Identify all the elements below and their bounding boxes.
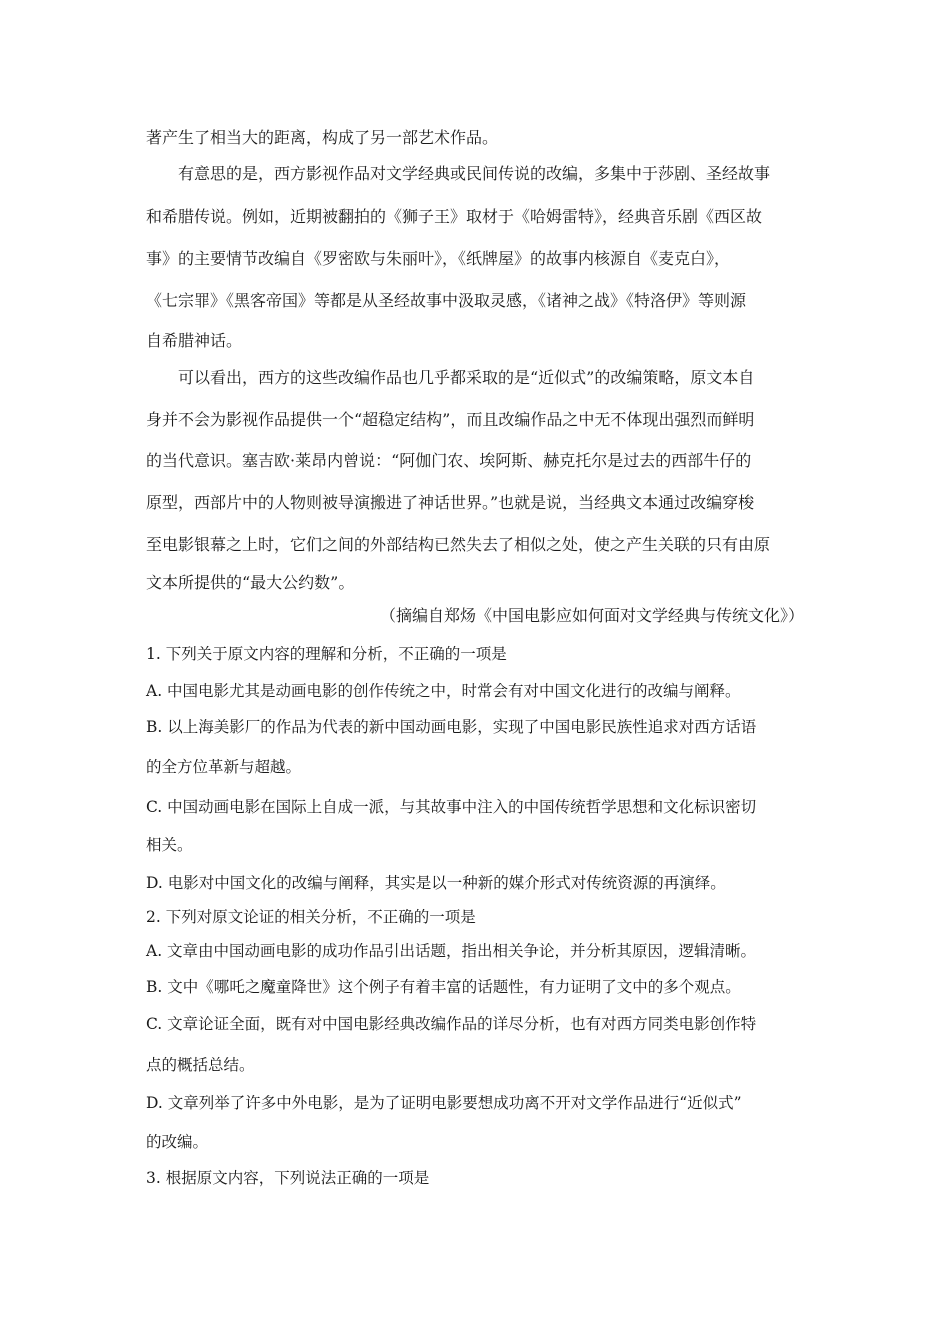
paragraph-line: 《七宗罪》《黑客帝国》等都是从圣经故事中汲取灵感，《诸神之战》《特洛伊》等则源 [146,291,747,310]
question-2-option-c: C. 文章论证全面，既有对中国电影经典改编作品的详尽分析，也有对西方同类电影创作特 [146,1015,757,1033]
question-3-stem: 3. 根据原文内容，下列说法正确的一项是 [146,1169,430,1187]
paragraph-line: 事》的主要情节改编自《罗密欧与朱丽叶》，《纸牌屋》的故事内核源自《麦克白》， [146,249,731,268]
question-1-option-b-cont: 的全方位革新与超越。 [146,758,302,776]
question-2-option-d-cont: 的改编。 [146,1133,209,1151]
question-1-option-b: B. 以上海美影厂的作品为代表的新中国动画电影，实现了中国电影民族性追求对西方话语 [146,718,757,736]
paragraph-line: 有意思的是，西方影视作品对文学经典或民间传说的改编，多集中于莎剧、圣经故事 [178,164,771,183]
paragraph-line: 著产生了相当大的距离，构成了另一部艺术作品。 [146,128,499,147]
source-citation: （摘编自郑炀《中国电影应如何面对文学经典与传统文化》） [379,606,804,625]
paragraph-line: 文本所提供的“最大公约数”。 [146,573,355,592]
question-2-stem: 2. 下列对原文论证的相关分析，不正确的一项是 [146,908,476,926]
question-2-option-d: D. 文章列举了许多中外电影，是为了证明电影要想成功离不开对文学作品进行“近似式” [146,1094,742,1112]
paragraph-line: 可以看出，西方的这些改编作品也几乎都采取的是“近似式”的改编策略，原文本自 [178,368,755,387]
question-2-option-a: A. 文章由中国动画电影的成功作品引出话题，指出相关争论，并分析其原因，逻辑清晰。 [146,942,757,960]
question-1-option-c-cont: 相关。 [146,836,193,854]
paragraph-line: 原型，西部片中的人物则被导演搬进了神话世界。”也就是说，当经典文本通过改编穿梭 [146,493,755,512]
paragraph-line: 自希腊神话。 [146,331,243,350]
question-1-option-d: D. 电影对中国文化的改编与阐释，其实是以一种新的媒介形式对传统资源的再演绎。 [146,874,726,892]
question-1-stem: 1. 下列关于原文内容的理解和分析，不正确的一项是 [146,645,507,663]
question-2-option-b: B. 文中《哪吒之魔童降世》这个例子有着丰富的话题性，有力证明了文中的多个观点。 [146,978,741,996]
question-2-option-c-cont: 点的概括总结。 [146,1056,255,1074]
question-1-option-c: C. 中国动画电影在国际上自成一派，与其故事中注入的中国传统哲学思想和文化标识密切 [146,798,757,816]
paragraph-line: 的当代意识。塞吉欧·莱昂内曾说：“阿伽门农、埃阿斯、赫克托尔是过去的西部牛仔的 [146,451,752,470]
question-1-option-a: A. 中国电影尤其是动画电影的创作传统之中，时常会有对中国文化进行的改编与阐释。 [146,682,741,700]
paragraph-line: 和希腊传说。例如，近期被翻拍的《狮子王》取材于《哈姆雷特》，经典音乐剧《西区故 [146,207,763,226]
paragraph-line: 至电影银幕之上时，它们之间的外部结构已然失去了相似之处，使之产生关联的只有由原 [146,535,771,554]
paragraph-line: 身并不会为影视作品提供一个“超稳定结构”，而且改编作品之中无不体现出强烈而鲜明 [146,410,755,429]
